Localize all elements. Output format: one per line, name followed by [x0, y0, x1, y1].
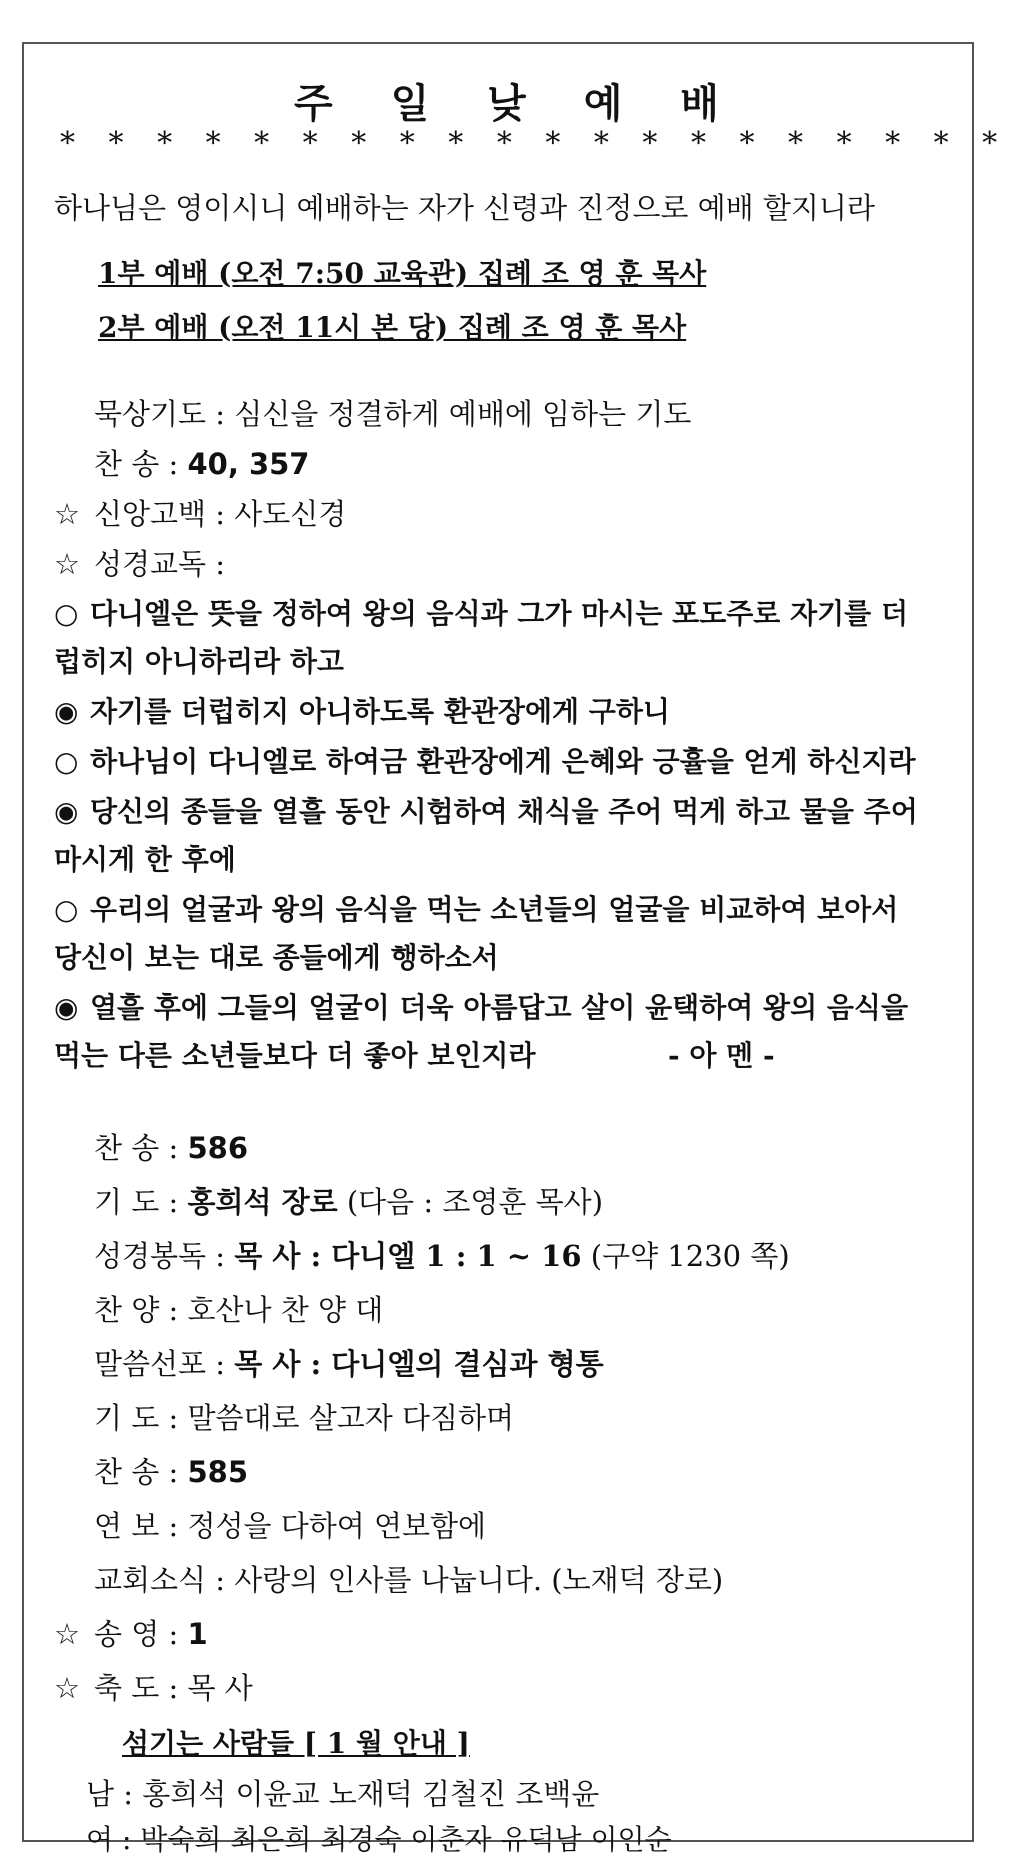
order-value: 호산나 찬 양 대: [187, 1293, 384, 1327]
order-label: 송 영 :: [94, 1617, 179, 1651]
open-circle-icon: ○: [54, 745, 79, 778]
reading-continuation: 먹는 다른 소년들보다 더 좋아 보인지라: [54, 1039, 536, 1072]
order-extra: (구약 1230 쪽): [590, 1239, 790, 1273]
servers-women: 여 : 박숙희 최은희 최경숙 이춘자 유덕남 이인순: [86, 1823, 672, 1856]
order-doxology: [54, 1612, 208, 1653]
star-icon: ☆: [54, 547, 80, 581]
open-circle-icon: ○: [54, 597, 79, 630]
order-hymn-1: [54, 442, 309, 483]
order-value: 사랑의 인사를 나눕니다. (노재덕 장로): [234, 1563, 724, 1597]
order-label: 연 보 :: [94, 1509, 179, 1543]
servers-men: 남 : 홍희석 이윤교 노재덕 김철진 조백윤: [86, 1777, 600, 1811]
order-hymn-2: [54, 1126, 248, 1167]
reading-line: ◉ 당신의 종들을 열흘 동안 시험하여 채식을 주어 먹게 하고 물을 주어: [54, 795, 918, 828]
order-extra: (다음 : 조영훈 목사): [346, 1185, 604, 1219]
order-label: 찬 양 :: [94, 1293, 179, 1327]
theme-verse: 하나님은 영이시니 예배하는 자가 신령과 진정으로 예배 할지니라: [54, 191, 875, 225]
order-label: 찬 송 :: [94, 1455, 179, 1489]
order-label: 찬 송 :: [94, 447, 179, 481]
order-label: 성경교독 :: [94, 547, 226, 581]
reading-continuation: 마시게 한 후에: [54, 843, 236, 876]
filled-circle-icon: ◉: [54, 991, 79, 1024]
order-value: 목 사 : 다니엘의 결심과 형통: [234, 1347, 604, 1381]
order-label: 기 도 :: [94, 1401, 179, 1435]
order-sermon: [54, 1342, 604, 1383]
star-icon: ☆: [54, 1617, 80, 1651]
order-value: 말씀대로 살고자 다짐하며: [187, 1401, 515, 1435]
service-1: 1부 예배 (오전 7:50 교육관) 집례 조 영 훈 목사: [98, 257, 707, 290]
order-scripture: [54, 1234, 790, 1275]
reading-continuation: 럽히지 아니하리라 하고: [54, 645, 344, 678]
reading-line: ○ 다니엘은 뜻을 정하여 왕의 음식과 그가 마시는 포도주로 자기를 더: [54, 597, 909, 630]
reading-line: ◉ 열흘 후에 그들의 얼굴이 더욱 아름답고 살이 윤택하여 왕의 음식을: [54, 991, 909, 1024]
page-title: 주 일 낮 예 배: [294, 80, 741, 127]
order-offering: [54, 1504, 486, 1545]
servers-title: 섬기는 사람들 [ 1 월 안내 ]: [122, 1727, 470, 1760]
service-2: 2부 예배 (오전 11시 본 당) 집례 조 영 훈 목사: [98, 311, 687, 344]
star-icon: ☆: [54, 497, 80, 531]
amen: - 아 멘 -: [668, 1039, 775, 1072]
order-prayer-2: [54, 1396, 514, 1437]
order-label: 교회소식 :: [94, 1563, 226, 1597]
order-silent-prayer: [54, 392, 691, 433]
filled-circle-icon: ◉: [54, 795, 79, 828]
order-value: 목 사: [187, 1671, 253, 1705]
order-responsive-reading: [54, 542, 225, 583]
order-value: 홍희석 장로: [187, 1185, 338, 1219]
order-value: 목 사 : 다니엘 1 : 1 ~ 16: [234, 1239, 582, 1273]
order-value: 심신을 정결하게 예배에 임하는 기도: [234, 397, 692, 431]
order-label: 기 도 :: [94, 1185, 179, 1219]
order-value: 586: [187, 1131, 249, 1165]
reading-line: ◉ 자기를 더럽히지 아니하도록 환관장에게 구하니: [54, 695, 670, 728]
order-benediction: [54, 1666, 253, 1707]
order-value: 사도신경: [234, 497, 347, 531]
order-label: 묵상기도 :: [94, 397, 226, 431]
order-creed: [54, 492, 346, 533]
filled-circle-icon: ◉: [54, 695, 79, 728]
open-circle-icon: ○: [54, 893, 79, 926]
order-value: 1: [187, 1617, 208, 1651]
order-value: 정성을 다하여 연보함에: [187, 1509, 487, 1543]
reading-line: ○ 우리의 얼굴과 왕의 음식을 먹는 소년들의 얼굴을 비교하여 보아서: [54, 893, 899, 926]
order-prayer: [54, 1180, 603, 1221]
order-value: 40, 357: [187, 447, 310, 481]
order-hymn-3: [54, 1450, 248, 1491]
order-label: 축 도 :: [94, 1671, 179, 1705]
order-choir: [54, 1288, 383, 1329]
reading-line: ○ 하나님이 다니엘로 하여금 환관장에게 은혜와 긍휼을 얻게 하신지라: [54, 745, 916, 778]
order-label: 신앙고백 :: [94, 497, 226, 531]
reading-continuation: 당신이 보는 대로 종들에게 행하소서: [54, 941, 499, 974]
star-divider: * * * * * * * * * * * * * * * * * * * *: [60, 126, 1010, 161]
order-label: 찬 송 :: [94, 1131, 179, 1165]
order-value: 585: [187, 1455, 249, 1489]
order-label: 말씀선포 :: [94, 1347, 226, 1381]
order-label: 성경봉독 :: [94, 1239, 226, 1273]
star-icon: ☆: [54, 1671, 80, 1705]
order-news: [54, 1558, 723, 1599]
